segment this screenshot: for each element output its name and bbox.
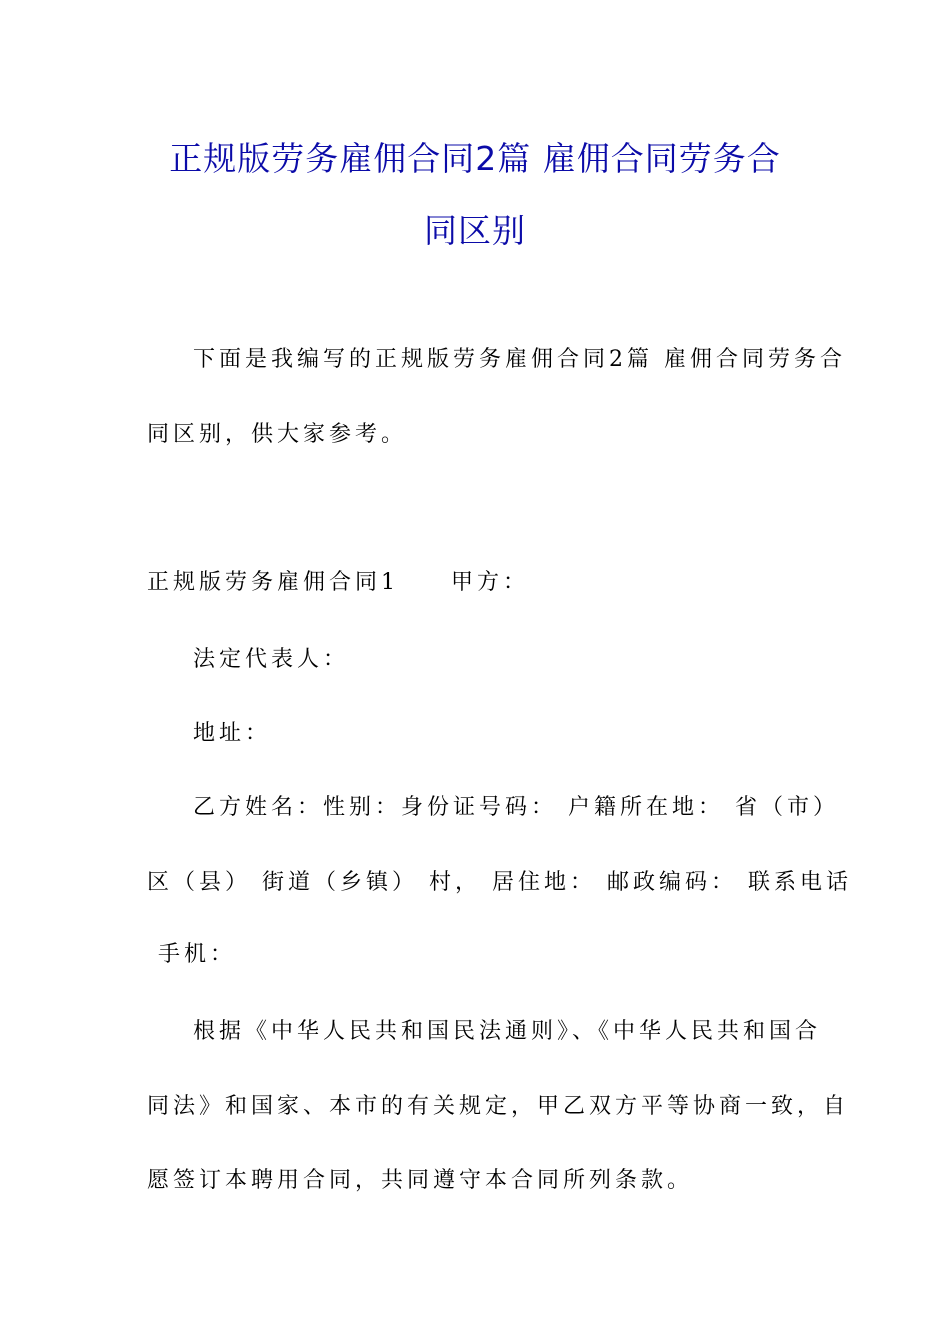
party-a-label: 甲方： — [451, 570, 530, 595]
contract1-heading-row — [147, 568, 529, 598]
basis-line-2: 同法》和国家、本市的有关规定，甲乙双方平等协商一致，自 — [147, 1094, 850, 1119]
document-title-line-2: 同区别 — [424, 211, 526, 250]
basis-line-1: 根据《中华人民共和国民法通则》、《中华人民共和国合 — [193, 1019, 822, 1044]
party-b-line-1: 乙方姓名：性别：身份证号码： 户籍所在地： 省（市） — [193, 795, 839, 820]
intro-line-1: 下面是我编写的正规版劳务雇佣合同2篇 雇佣合同劳务合 — [193, 347, 846, 372]
intro-line-2: 同区别，供大家参考。 — [147, 422, 408, 447]
party-b-line-3: 手机： — [158, 942, 237, 967]
address-label: 地址： — [193, 721, 272, 746]
document-title-line-1: 正规版劳务雇佣合同2篇 雇佣合同劳务合 — [169, 139, 781, 178]
legal-representative-label: 法定代表人： — [193, 647, 350, 672]
basis-line-3: 愿签订本聘用合同，共同遵守本合同所列条款。 — [147, 1168, 694, 1193]
contract1-heading: 正规版劳务雇佣合同1 — [147, 570, 399, 595]
party-b-line-2: 区（县） 街道（乡镇） 村， 居住地： 邮政编码： 联系电话 — [147, 870, 852, 895]
